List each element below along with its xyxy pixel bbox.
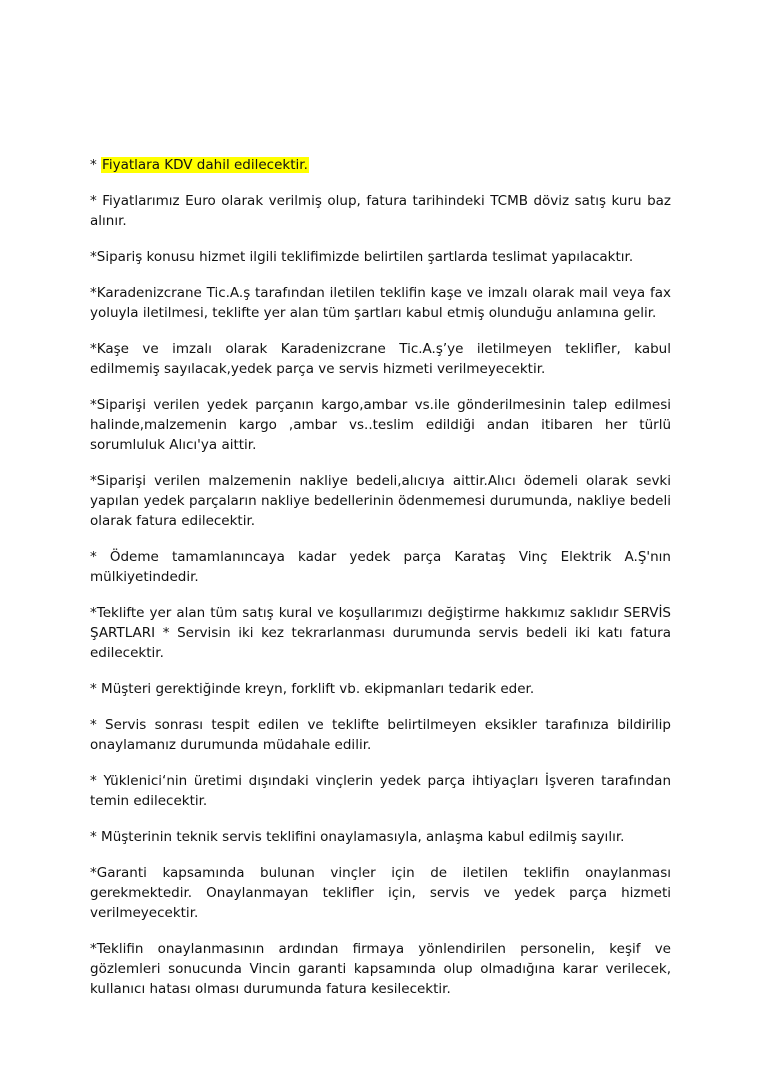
paragraph-offer-acceptance: *Karadenizcrane Tic.A.ş tarafından iletilen teklifin kaşe ve imzalı olarak mail veya fax yoluyla iletilmesi, teklifte yer alan tüm şartları kabul etmiş olunduğu anlamına gelir. <box>90 285 671 321</box>
paragraph-shipping-responsibility: *Siparişi verilen yedek parçanın kargo,ambar vs.ile gönderilmesinin talep edilmesi halinde,malzemenin kargo ,ambar vs..teslim edildiği andan itibaren her türlü sorumluluk Alıcı'ya aittir. <box>90 397 671 453</box>
paragraph-service-terms: *Teklifte yer alan tüm satış kural ve koşullarımızı değiştirme hakkımız saklıdır SERVİS ŞARTLARI * Servisin iki kez tekrarlanması durumunda servis bedeli iki katı fatura edilecektir. <box>90 605 671 661</box>
vat-notice-paragraph <box>90 155 671 175</box>
highlighted-vat-text: Fiyatlara KDV dahil edilecektir. <box>102 157 308 173</box>
paragraph-ownership: * Ödeme tamamlanıncaya kadar yedek parça Karataş Vinç Elektrik A.Ş'nın mülkiyetindedir. <box>90 549 671 585</box>
paragraph-spare-parts: * Yüklenici‘nin üretimi dışındaki vinçlerin yedek parça ihtiyaçları İşveren tarafından temin edilecektir. <box>90 773 671 809</box>
paragraph-unsigned-offers: *Kaşe ve imzalı olarak Karadenizcrane Tic.A.ş’ye iletilmeyen teklifler, kabul edilmemiş sayılacak,yedek parça ve servis hizmeti verilmeyecektir. <box>90 341 671 377</box>
paragraph-inspection: *Teklifin onaylanmasının ardından firmaya yönlendirilen personelin, keşif ve gözlemleri sonucunda Vincin garanti kapsamında olup olmadığına karar verilecek, kullanıcı hatası olması durumunda fatura kesilecektir. <box>90 941 671 997</box>
paragraph-delivery: *Sipariş konusu hizmet ilgili teklifimizde belirtilen şartlarda teslimat yapılacaktır. <box>90 249 634 265</box>
document-page <box>90 155 671 1015</box>
paragraph-post-service: * Servis sonrası tespit edilen ve teklifte belirtilmeyen eksikler tarafınıza bildirilip onaylamanız durumunda müdahale edilir. <box>90 717 671 753</box>
paragraph-equipment: * Müşteri gerektiğinde kreyn, forklift vb. ekipmanları tedarik eder. <box>90 681 535 697</box>
paragraph-currency: * Fiyatlarımız Euro olarak verilmiş olup, fatura tarihindeki TCMB döviz satış kuru baz alınır. <box>90 193 671 229</box>
paragraph-warranty: *Garanti kapsamında bulunan vinçler için de iletilen teklifin onaylanması gerekmektedir. Onaylanmayan teklifler için, servis ve yedek parça hizmeti verilmeyecektir. <box>90 865 671 921</box>
paragraph-agreement: * Müşterinin teknik servis teklifini onaylamasıyla, anlaşma kabul edilmiş sayılır. <box>90 829 625 845</box>
bullet-prefix: * <box>90 157 102 173</box>
paragraph-freight-cost: *Siparişi verilen malzemenin nakliye bedeli,alıcıya aittir.Alıcı ödemeli olarak sevki yapılan yedek parçaların nakliye bedellerinin ödenmemesi durumunda, nakliye bedeli olarak fatura edilecektir. <box>90 473 671 529</box>
